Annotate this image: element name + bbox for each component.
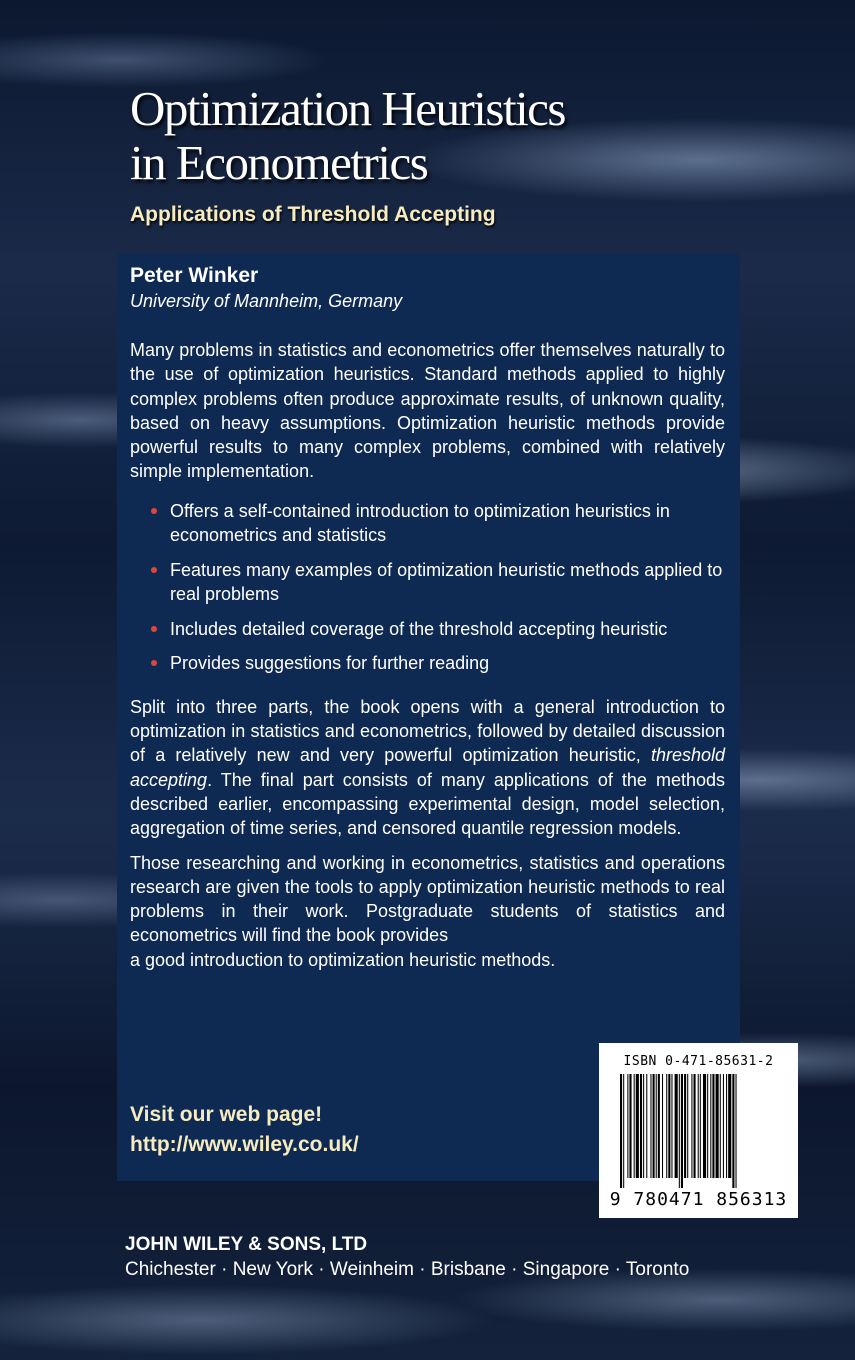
visit-heading: Visit our web page! [130, 1103, 323, 1126]
bullet-icon [151, 567, 157, 573]
description-panel [117, 253, 740, 1181]
author-name: Peter Winker [130, 264, 259, 287]
feature-item [170, 651, 725, 676]
structure-text-before: Split into three parts, the book opens with a general introduction to optimization in statistics and econometrics, followed by detailed discussion of a relatively new and very powerful optimization heuristic, [130, 696, 725, 766]
bullet-icon [151, 660, 157, 666]
intro-paragraph: Many problems in statistics and econometrics offer themselves naturally to the use of optimization heuristics. Standard methods applied to highly complex problems often produce approximate results, of unknown quality, based on heavy assumptions. Optimization heuristic methods provide powerful results to many complex problems, combined with relatively simple implementation. [130, 340, 725, 482]
author-affiliation: University of Mannheim, Germany [130, 291, 403, 311]
structure-text-after: . The final part consists of many applications of the methods described earlier, encompassing experimental design, model selection, aggregation of time series, and censored quantile regression models. [130, 769, 725, 839]
title-line-2: in Econometrics [130, 135, 428, 190]
audience-text: Those researching and working in econometrics, statistics and operations research are given the tools to apply optimization heuristic methods to real problems in their work. Postgraduate students of statistics and econometrics will find the book provides [130, 852, 725, 946]
structure-paragraph [130, 695, 725, 841]
publisher-name: JOHN WILEY & SONS, LTD [125, 1234, 368, 1255]
publisher-cities: Chichester · New York · Weinheim · Brisbane · Singapore · Toronto [125, 1259, 690, 1280]
bullet-icon [151, 508, 157, 514]
book-subtitle: Applications of Threshold Accepting [130, 203, 496, 226]
publisher-block [125, 1233, 689, 1283]
ean-digits: 9 780471 856313 [609, 1189, 788, 1210]
isbn-number: ISBN 0-471-85631-2 [623, 1054, 774, 1069]
website-link[interactable]: http://www.wiley.co.uk/ [130, 1133, 359, 1156]
feature-list [130, 499, 725, 676]
structure-emphasis: threshold accepting [130, 745, 725, 790]
barcode-bars [620, 1074, 778, 1188]
bullet-icon [151, 626, 157, 632]
feature-item [170, 617, 725, 642]
feature-text: Includes detailed coverage of the threshold accepting heuristic [170, 618, 668, 639]
feature-item [170, 499, 725, 548]
isbn-barcode [599, 1043, 798, 1218]
audience-text-rest: a good introduction to optimization heuristic methods. [130, 949, 556, 970]
feature-text: Provides suggestions for further reading [170, 653, 490, 674]
book-title [130, 82, 565, 190]
title-line-1: Optimization Heuristics [130, 81, 565, 136]
audience-paragraph [130, 851, 725, 972]
feature-text: Offers a self-contained introduction to optimization heuristics in econometrics and statistics [170, 500, 670, 546]
feature-item [170, 558, 725, 607]
feature-text: Features many examples of optimization heuristic methods applied to real problems [170, 559, 723, 605]
web-section [130, 1100, 359, 1160]
